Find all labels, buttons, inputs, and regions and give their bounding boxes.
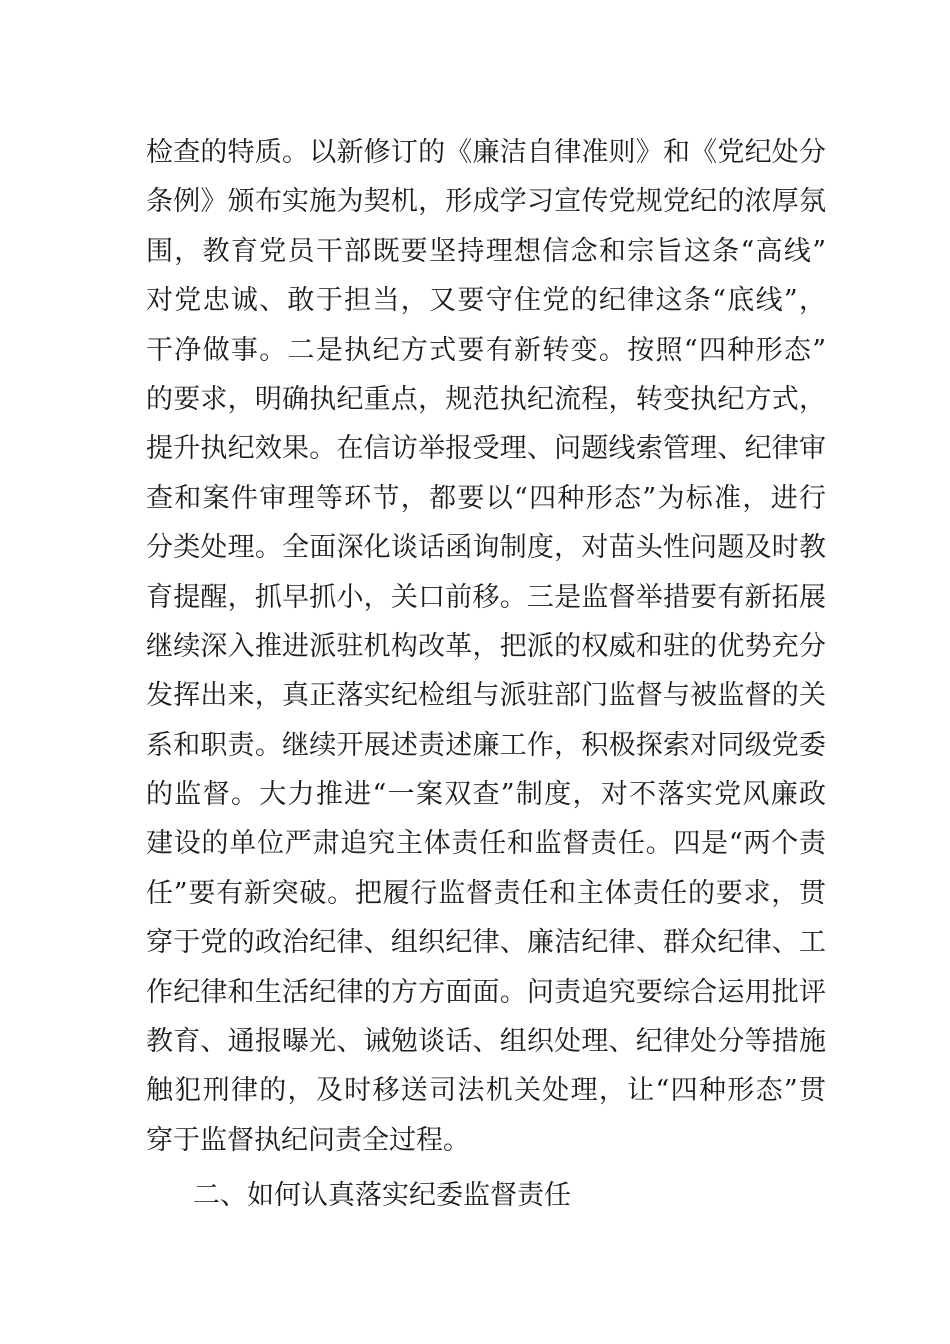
body-paragraph xyxy=(146,128,826,1165)
body-line: 检查的特质。以新修订的《廉洁自律准则》和《党纪处分 xyxy=(146,137,826,168)
body-line: 教育、通报曝光、诫勉谈话、组织处理、纪律处分等措施 xyxy=(146,1026,826,1058)
body-line: 继续深入推进派驻机构改革，把派的权威和驻的优势充分 xyxy=(146,630,826,662)
body-line: 作纪律和生活纪律的方方面面。问责追究要综合运用批评 xyxy=(146,976,826,1008)
body-line: 穿于监督执纪问责全过程。 xyxy=(146,1124,470,1156)
body-line: 育提醒，抓早抓小，关口前移。三是监督举措要有新拓展 xyxy=(146,581,826,613)
body-line: 建设的单位严肃追究主体责任和监督责任。四是“两个责 xyxy=(146,828,826,860)
body-line: 干净做事。二是执纪方式要有新转变。按照“四种形态” xyxy=(146,334,826,366)
body-line: 围，教育党员干部既要坚持理想信念和宗旨这条“高线” xyxy=(146,235,826,267)
body-line: 分类处理。全面深化谈话函询制度，对苗头性问题及时教 xyxy=(146,532,826,564)
body-line: 发挥出来，真正落实纪检组与派驻部门监督与被监督的关 xyxy=(146,680,826,712)
body-line: 提升执纪效果。在信访举报受理、问题线索管理、纪律审 xyxy=(146,433,826,465)
body-line: 触犯刑律的，及时移送司法机关处理，让“四种形态”贯 xyxy=(146,1075,826,1107)
body-line: 条例》颁布实施为契机，形成学习宣传党规党纪的浓厚氛 xyxy=(146,186,826,218)
body-line: 穿于党的政治纪律、组织纪律、廉洁纪律、群众纪律、工 xyxy=(146,927,826,959)
body-line: 系和职责。继续开展述责述廉工作，积极探索对同级党委 xyxy=(146,729,826,761)
body-line: 查和案件审理等环节，都要以“四种形态”为标准，进行 xyxy=(146,482,826,514)
body-line: 的监督。大力推进“一案双查”制度，对不落实党风廉政 xyxy=(146,779,826,811)
body-line: 的要求，明确执纪重点，规范执纪流程，转变执纪方式， xyxy=(146,383,826,415)
body-line: 任”要有新突破。把履行监督责任和主体责任的要求，贯 xyxy=(146,877,826,909)
section-heading: 二、如何认真落实纪委监督责任 xyxy=(193,1180,571,1211)
body-line: 对党忠诚、敢于担当，又要守住党的纪律这条“底线”， xyxy=(146,285,826,317)
